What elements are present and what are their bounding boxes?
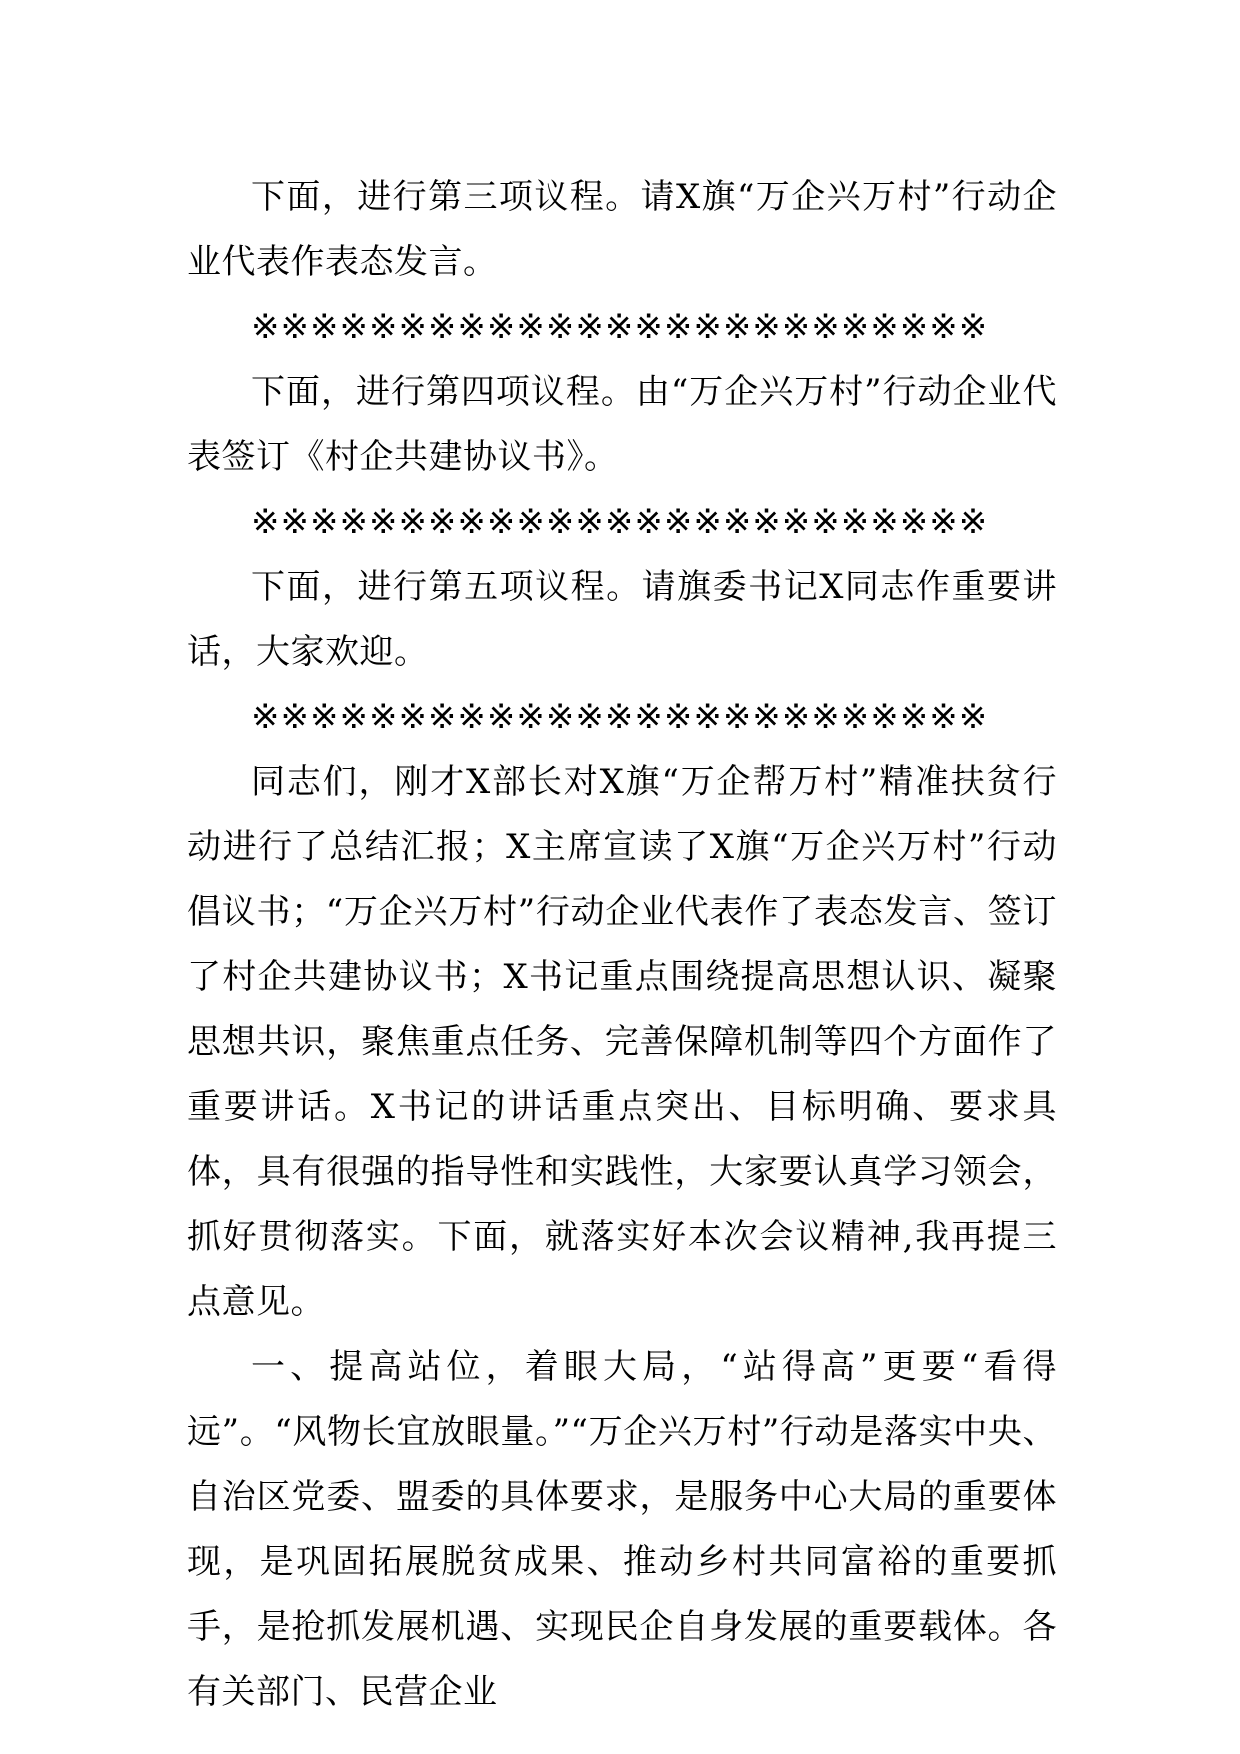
paragraph-agenda-3: 下面，进行第三项议程。请X旗“万企兴万村”行动企业代表作表态发言。 <box>187 177 1057 282</box>
document-body <box>187 165 1057 1725</box>
paragraph-agenda-4: 下面，进行第四项议程。由“万企兴万村”行动企业代表签订《村企共建协议书》。 <box>187 372 1057 477</box>
paragraph-agenda-5: 下面，进行第五项议程。请旗委书记X同志作重要讲话，大家欢迎。 <box>187 567 1057 672</box>
separator-line: ※※※※※※※※※※※※※※※※※※※※※※※※※ <box>251 697 989 737</box>
separator-line: ※※※※※※※※※※※※※※※※※※※※※※※※※ <box>251 502 989 542</box>
paragraph-summary: 同志们，刚才X部长对X旗“万企帮万村”精准扶贫行动进行了总结汇报；X主席宣读了X旗“万企兴万村”行动倡议书；“万企兴万村”行动企业代表作了表态发言、签订了村企共建协议书；X书记重点围绕提高思想认识、凝聚思想共识，聚焦重点任务、完善保障机制等四个方面作了重要讲话。X书记的讲话重点突出、目标明确、要求具体，具有很强的指导性和实践性，大家要认真学习领会，抓好贯彻落实。下面，就落实好本次会议精神,我再提三点意见。 <box>187 762 1057 1322</box>
separator-line: ※※※※※※※※※※※※※※※※※※※※※※※※※ <box>251 307 989 347</box>
paragraph-point-one: 一、提高站位，着眼大局，“站得高”更要“看得远”。“风物长宜放眼量。”“万企兴万村”行动是落实中央、自治区党委、盟委的具体要求，是服务中心大局的重要体现，是巩固拓展脱贫成果、推动乡村共同富裕的重要抓手，是抢抓发展机遇、实现民企自身发展的重要载体。各有关部门、民营企业 <box>187 1347 1057 1712</box>
